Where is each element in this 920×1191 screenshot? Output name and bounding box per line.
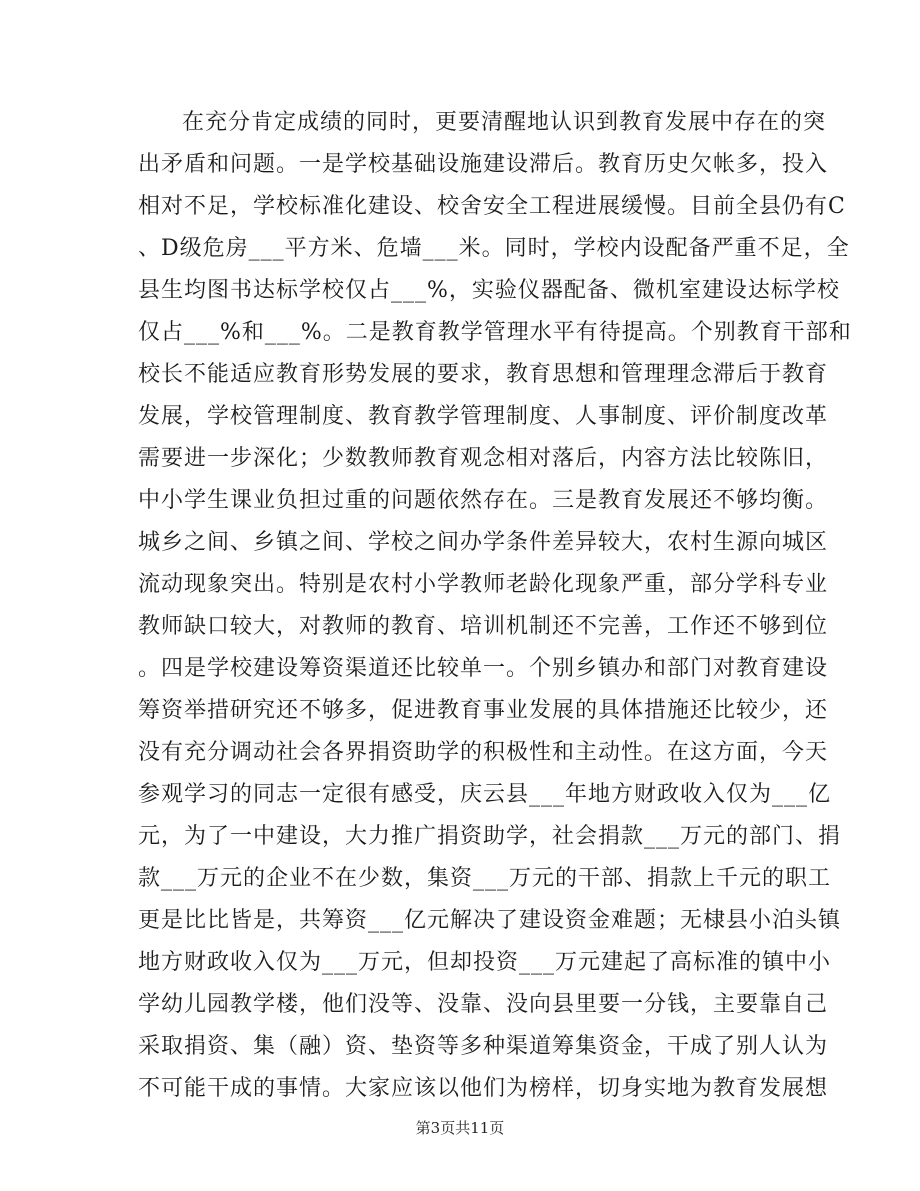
- text-line: 发展，学校管理制度、教育教学管理制度、人事制度、评价制度改革: [138, 404, 829, 429]
- body-paragraph: [138, 102, 852, 1110]
- text-line: 更是比比皆是，共筹资___亿元解决了建设资金难题；无棣县小泊头镇: [138, 908, 842, 933]
- text-line: 仅占___%和___%。二是教育教学管理水平有待提高。个别教育干部和: [138, 320, 852, 345]
- text-line: 需要进一步深化；少数教师教育观念相对落后，内容方法比较陈旧，: [138, 446, 829, 471]
- text-line: 相对不足，学校标准化建设、校舍安全工程进展缓慢。目前全县仍有C: [138, 194, 846, 219]
- text-line: 。四是学校建设筹资渠道还比较单一。个别乡镇办和部门对教育建设: [138, 656, 829, 681]
- text-line: 筹资举措研究还不够多，促进教育事业发展的具体措施还比较少，还: [138, 698, 829, 723]
- text-line: 流动现象突出。特别是农村小学教师老龄化现象严重，部分学科专业: [138, 572, 829, 597]
- text-line: 参观学习的同志一定很有感受，庆云县___年地方财政收入仅为___亿: [138, 782, 832, 807]
- text-line: 县生均图书达标学校仅占___%，实验仪器配备、微机室建设达标学校: [138, 278, 840, 303]
- text-line: 元，为了一中建设，大力推广捐资助学，社会捐款___万元的部门、捐: [138, 824, 842, 849]
- text-line: 中小学生课业负担过重的问题依然存在。三是教育发展还不够均衡。: [138, 488, 829, 513]
- text-line: 城乡之间、乡镇之间、学校之间办学条件差异较大，农村生源向城区: [138, 530, 829, 555]
- text-line: 校长不能适应教育形势发展的要求，教育思想和管理理念滞后于教育: [138, 362, 829, 387]
- text-line: 、D级危房___平方米、危墙___米。同时，学校内设配备严重不足，全: [138, 236, 850, 261]
- text-line: 学幼儿园教学楼，他们没等、没靠、没向县里要一分钱，主要靠自己: [138, 992, 829, 1017]
- text-line: 没有充分调动社会各界捐资助学的积极性和主动性。在这方面，今天: [138, 740, 829, 765]
- text-line: 教师缺口较大，对教师的教育、培训机制还不完善，工作还不够到位: [138, 614, 829, 639]
- text-line: 款___万元的企业不在少数，集资___万元的干部、捐款上千元的职工: [138, 866, 832, 891]
- text-line: 地方财政收入仅为___万元，但却投资___万元建起了高标准的镇中小: [138, 950, 832, 975]
- text-line: 不可能干成的事情。大家应该以他们为榜样，切身实地为教育发展想: [138, 1076, 829, 1101]
- text-line: 采取捐资、集（融）资、垫资等多种渠道筹集资金，干成了别人认为: [138, 1034, 829, 1059]
- text-line: 出矛盾和问题。一是学校基础设施建设滞后。教育历史欠帐多，投入: [138, 152, 829, 177]
- text-line: 在充分肯定成绩的同时，更要清醒地认识到教育发展中存在的突: [182, 110, 827, 135]
- page-number-footer: 第3页共11页: [415, 1119, 505, 1137]
